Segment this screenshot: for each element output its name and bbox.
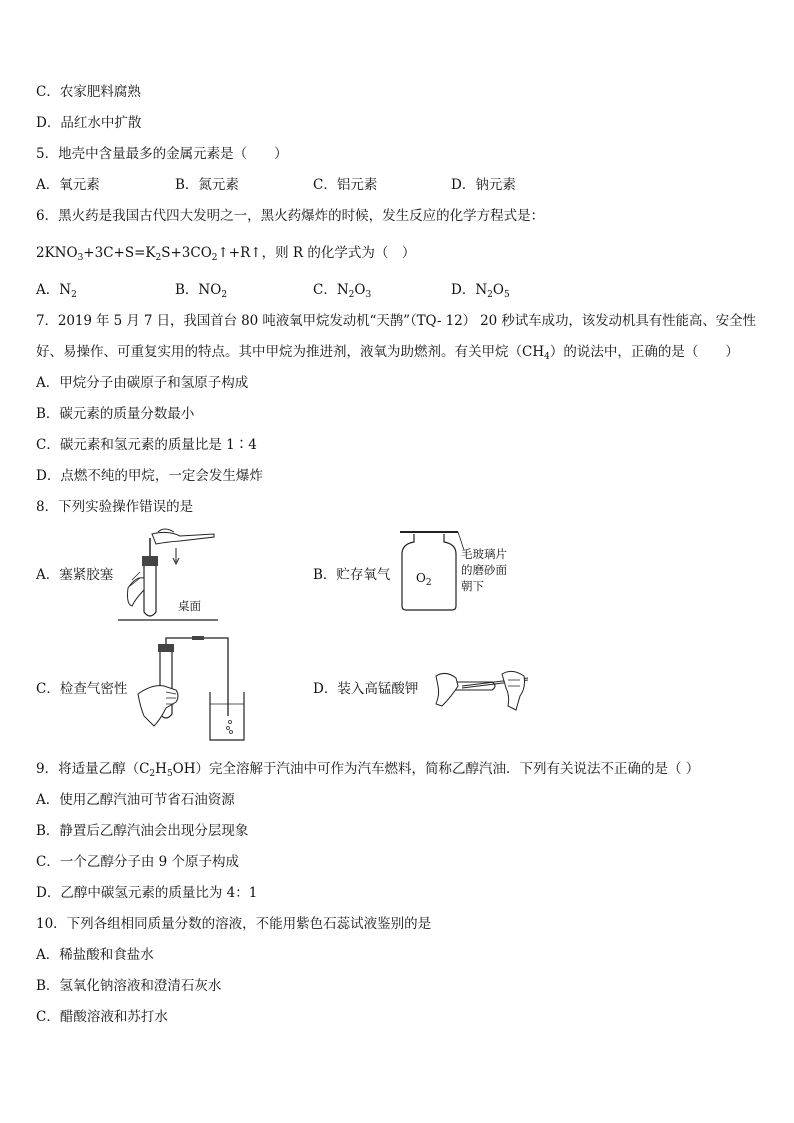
q8-option-c-label: C．检查气密性 [36,681,128,697]
q9-option-a: A．使用乙醇汽油可节省石油资源 [36,792,235,808]
q8-figure-c-airtight-check [136,636,258,744]
q8-figure-a-stopper [118,528,228,624]
q8-option-a-label: A．塞紧胶塞 [36,567,114,583]
q10-option-a: A．稀盐酸和食盐水 [36,947,154,963]
q8-figure-b-note-line2: 的磨砂面 [461,563,507,577]
q8-option-b-label: B．贮存氧气 [313,567,391,583]
q8-figure-b-o2-label: $O_2$ [416,571,432,588]
question-7-stem-line2: 好、易操作、可重复实用的特点。其中甲烷为推进剂，液氧为助燃剂。有关甲烷$(CH_4)$的说法中，正确的是（ ） [36,344,739,362]
q7-option-b: B．碳元素的质量分数最小 [36,406,195,422]
q9-option-c: C．一个乙醇分子由 9 个原子构成 [36,854,240,870]
option-c-compost: C．农家肥料腐熟 [36,84,141,100]
question-10-stem: 10．下列各组相同质量分数的溶液，不能用紫色石蕊试液鉴别的是 [36,916,432,932]
q8-option-d-label: D．装入高锰酸钾 [313,681,419,697]
question-8-stem: 8．下列实验操作错误的是 [36,499,194,515]
q10-option-b: B．氢氧化钠溶液和澄清石灰水 [36,978,222,994]
q7-option-c: C．碳元素和氢元素的质量比是 1∶4 [36,437,257,453]
question-9-stem: 9．将适量乙醇$(C_2H_5OH)$完全溶解于汽油中可作为汽车燃料，简称乙醇汽油．下列有关说法不正确的是（ ） [36,761,700,779]
question-6-equation: $2KNO_3+3C+S=K_2S+3CO_2↑+R↑$，则 R 的化学式为（ ） [36,245,416,263]
q6-option-d: D．$N_2O_5$ [451,282,510,300]
q6-option-a: A．$N_2$ [36,282,77,300]
option-d-dye: D．品红水中扩散 [36,115,142,131]
q5-option-d: D．钠元素 [451,177,516,193]
q8-figure-b-note-line1: 毛玻璃片 [461,547,507,561]
q7-option-d: D．点燃不纯的甲烷，一定会发生爆炸 [36,468,263,484]
q6-option-b: B．$NO_2$ [175,282,228,300]
q5-option-b: B．氮元素 [175,177,239,193]
q6-option-c: C．$N_2O_3$ [313,282,372,300]
q7-option-a: A．甲烷分子由碳原子和氢原子构成 [36,375,249,391]
q8-figure-d-loading-powder [432,666,530,718]
question-6-stem: 6．黑火药是我国古代四大发明之一，黑火药爆炸的时候，发生反应的化学方程式是： [36,208,545,224]
q5-option-c: C．铝元素 [313,177,378,193]
question-5-stem: 5．地壳中含量最多的金属元素是（ ） [36,146,288,162]
q8-figure-b-note-line3: 朝下 [461,579,484,593]
q5-option-a: A．氧元素 [36,177,100,193]
question-7-stem-line1: 7．2019 年 5 月 7 日，我国首台 80 吨液氧甲烷发动机“天鹊”（TQ- 12） 20 秒试车成功，该发动机具有性能高、安全性 [36,313,756,329]
q9-option-d: D．乙醇中碳氢元素的质量比为 4：1 [36,885,258,901]
q8-figure-a-desk-label: 桌面 [178,599,201,613]
q9-option-b: B．静置后乙醇汽油会出现分层现象 [36,823,249,839]
q10-option-c: C．醋酸溶液和苏打水 [36,1009,168,1025]
